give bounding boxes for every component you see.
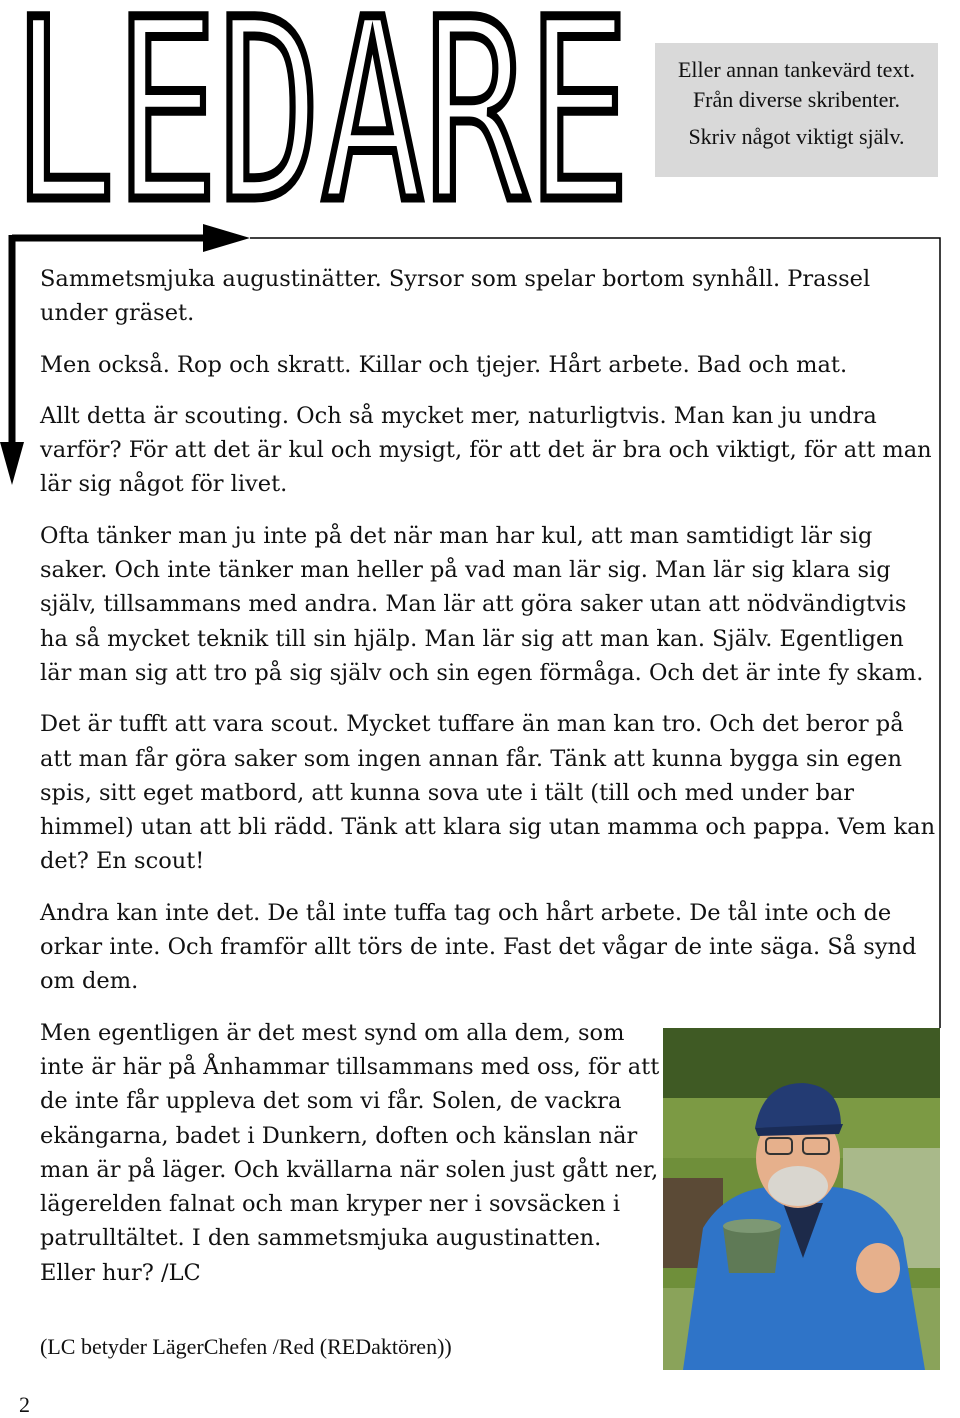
arrow-right-icon: [203, 224, 250, 252]
paragraph-1: Sammetsmjuka augustinätter. Syrsor som spelar bortom synhåll. Prassel under gräset.: [40, 266, 871, 327]
arrow-down-icon: [0, 442, 24, 485]
caption-note: (LC betyder LägerChefen /Red (REDaktören)): [40, 1334, 452, 1359]
masthead-lettering: [8, 0, 638, 215]
leader-photo: [663, 1028, 940, 1370]
paragraph-2: Men också. Rop och skratt. Killar och tjejer. Hårt arbete. Bad och mat.: [40, 351, 848, 378]
note-box: [655, 43, 938, 177]
paragraph-5: Det är tufft att vara scout. Mycket tuffare än man kan tro. Och det beror på att man får göra saker som ingen annan får. Tänk att kunna bygga sin egen spis, sitt eget matbord, att kunna sova ute i tält (till och med under bar himmel) utan att bli rädd. Tänk att klara sig utan mamma och pappa. Vem kan det? En scout!: [40, 711, 936, 875]
note-line-3: Skriv något viktigt själv.: [688, 124, 905, 149]
paragraph-7: Men egentligen är det mest synd om alla dem, som inte är här på Ånhammar tillsammans med oss, för att de inte får uppleva det som vi får. Solen, de vackra ekängarna, badet i Dunkern, doften och känslan när man är på läger. Och kvällarna när solen just gått ner, lägerelden falnat och man kryper ner i sovsäcken i patrulltältet. I den sammetsmjuka augustinatten. Eller hur? /LC: [40, 1019, 660, 1286]
paragraph-3: Allt detta är scouting. Och så mycket mer, naturligtvis. Man kan ju undra varför? För att det är kul och mysigt, för att det är bra och viktigt, för att man lär sig något för livet.: [40, 402, 932, 498]
note-line-1: Eller annan tankevärd text.: [677, 57, 915, 82]
paragraph-6: Andra kan inte det. De tål inte tuffa tag och hårt arbete. De tål inte och de orkar inte. Och framför allt törs de inte. Fast det vågar de inte säga. Så synd om dem.: [40, 899, 917, 995]
masthead-text: LEDARE: [12, 0, 630, 215]
page-number: 2: [19, 1392, 30, 1417]
note-line-2: Från diverse skribenter.: [692, 87, 901, 112]
masthead-title: [8, 0, 638, 215]
paragraph-4: Ofta tänker man ju inte på det när man har kul, att man samtidigt lär sig saker. Och inte tänker man heller på vad man lär sig. Man lär sig klara sig själv, tillsammans med andra. Man lär att göra saker utan att nödvändigtvis ha så mycket teknik till sin hjälp. Man lär sig att man kan. Själv. Egentligen lär man sig att tro på sig själv och sin egen förmåga. Och det är inte fy skam.: [40, 522, 924, 686]
